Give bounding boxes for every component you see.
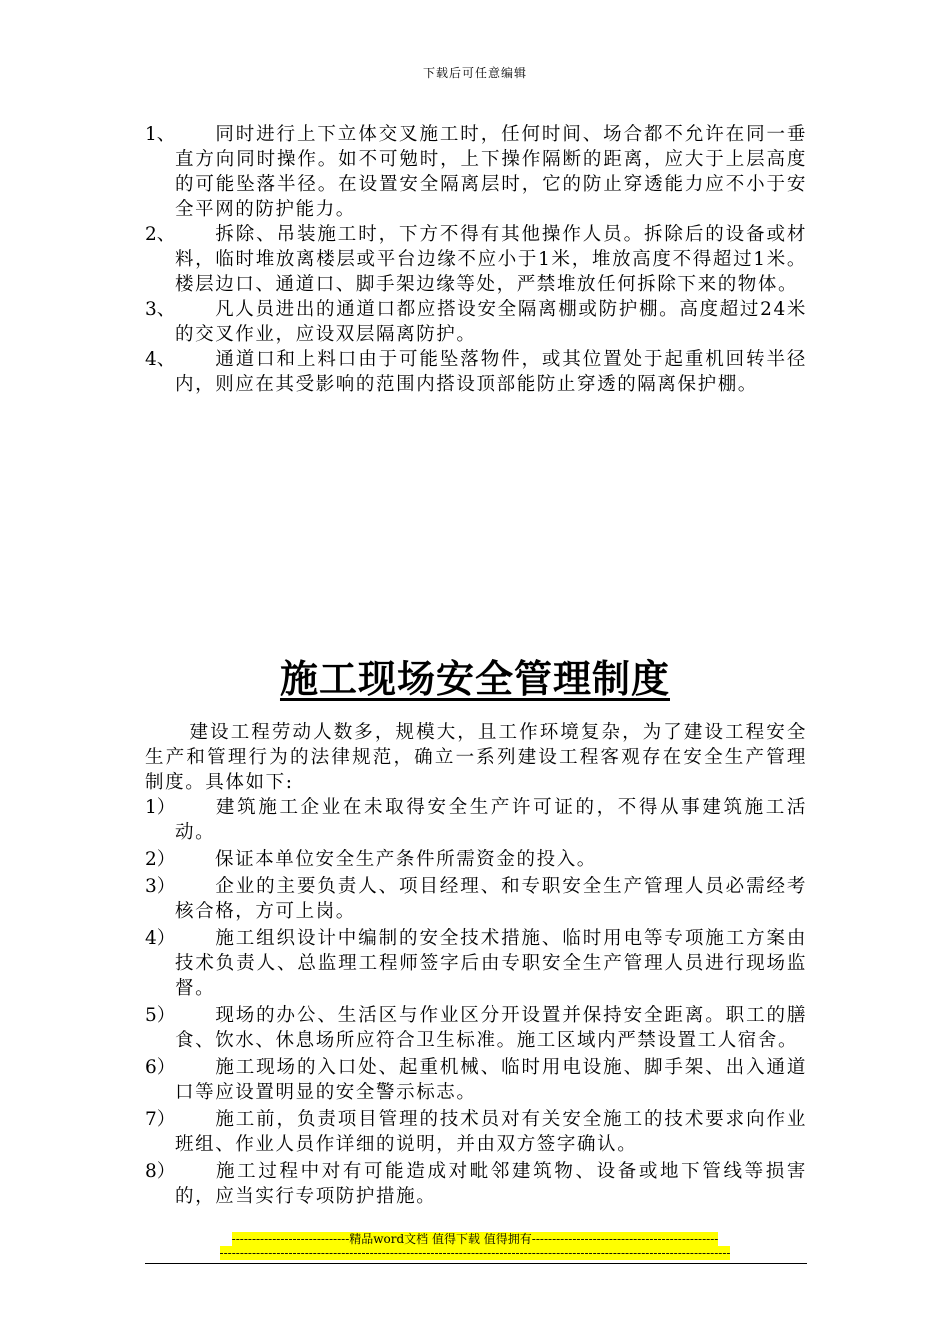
item-text: 企业的主要负责人、项目经理、和专职安全生产管理人员必需经考核合格，方可上岗。 xyxy=(175,876,807,922)
footer-line-2: ------------------------------------------------------------------------------------------------------------------------------ xyxy=(219,1246,731,1260)
list-item xyxy=(145,122,807,222)
item-number: 7） xyxy=(145,1109,176,1130)
management-rules-list xyxy=(145,795,807,1211)
item-number: 8） xyxy=(145,1161,176,1182)
item-text: 同时进行上下立体交叉施工时，任何时间、场合都不允许在同一垂直方向同时操作。如不可勉时，上下操作隔断的距离，应大于上层高度的可能坠落半径。在设置安全隔离层时，它的防止穿透能力应不小于安全平网的防护能力。 xyxy=(175,124,807,220)
list-item xyxy=(145,847,807,872)
footer-banner-dashes xyxy=(0,1246,950,1260)
footer-divider xyxy=(145,1263,807,1264)
footer-banner xyxy=(0,1230,950,1247)
page-header: 下载后可任意编辑 xyxy=(422,66,527,80)
item-number: 3） xyxy=(145,876,176,897)
item-text: 建筑施工企业在未取得安全生产许可证的，不得从事建筑施工活动。 xyxy=(175,797,807,843)
safety-measures-list xyxy=(145,122,807,397)
item-text: 施工现场的入口处、起重机械、临时用电设施、脚手架、出入通道口等应设置明显的安全警示标志。 xyxy=(175,1057,807,1103)
list-item xyxy=(145,1055,807,1105)
item-number: 5） xyxy=(145,1005,176,1026)
item-text: 拆除、吊装施工时，下方不得有其他操作人员。拆除后的设备或材料，临时堆放离楼层或平台边缘不应小于1米，堆放高度不得超过1米。楼层边口、通道口、脚手架边缘等处，严禁堆放任何拆除下来的物体。 xyxy=(175,224,807,295)
list-item xyxy=(145,926,807,1001)
list-item xyxy=(145,222,807,297)
item-number: 4、 xyxy=(145,349,176,370)
item-number: 1） xyxy=(145,797,176,818)
list-item xyxy=(145,1107,807,1157)
list-item xyxy=(145,347,807,397)
item-text: 现场的办公、生活区与作业区分开设置并保持安全距离。职工的膳食、饮水、休息场所应符合卫生标准。施工区域内严禁设置工人宿舍。 xyxy=(175,1005,807,1051)
item-number: 6） xyxy=(145,1057,176,1078)
list-item xyxy=(145,1003,807,1053)
list-item xyxy=(145,297,807,347)
item-text: 通道口和上料口由于可能坠落物件，或其位置处于起重机回转半径内，则应在其受影响的范围内搭设顶部能防止穿透的隔离保护棚。 xyxy=(175,349,807,395)
item-text: 施工前，负责项目管理的技术员对有关安全施工的技术要求向作业班组、作业人员作详细的说明，并由双方签字确认。 xyxy=(175,1109,807,1155)
list-item xyxy=(145,874,807,924)
item-text: 施工过程中对有可能造成对毗邻建筑物、设备或地下管线等损害的，应当实行专项防护措施。 xyxy=(175,1161,807,1207)
item-text: 施工组织设计中编制的安全技术措施、临时用电等专项施工方案由技术负责人、总监理工程师签字后由专职安全生产管理人员进行现场监督。 xyxy=(175,928,807,999)
footer-line-1: -----------------------------精品word文档 值得下载 值得拥有---------------------------------------------- xyxy=(231,1232,719,1246)
list-item xyxy=(145,795,807,845)
section-title: 施工现场安全管理制度 xyxy=(279,657,670,701)
item-number: 4） xyxy=(145,928,176,949)
intro-paragraph: 建设工程劳动人数多，规模大，且工作环境复杂，为了建设工程安全生产和管理行为的法律规范，确立一系列建设工程客观存在安全生产管理制度。具体如下: xyxy=(145,722,807,793)
item-text: 凡人员进出的通道口都应搭设安全隔离棚或防护棚。高度超过24米的交叉作业，应设双层隔离防护。 xyxy=(175,299,807,345)
item-text: 保证本单位安全生产条件所需资金的投入。 xyxy=(215,849,597,870)
item-number: 2） xyxy=(145,849,176,870)
list-item xyxy=(145,1159,807,1209)
item-number: 3、 xyxy=(145,299,176,320)
item-number: 2、 xyxy=(145,224,176,245)
item-number: 1、 xyxy=(145,124,176,145)
